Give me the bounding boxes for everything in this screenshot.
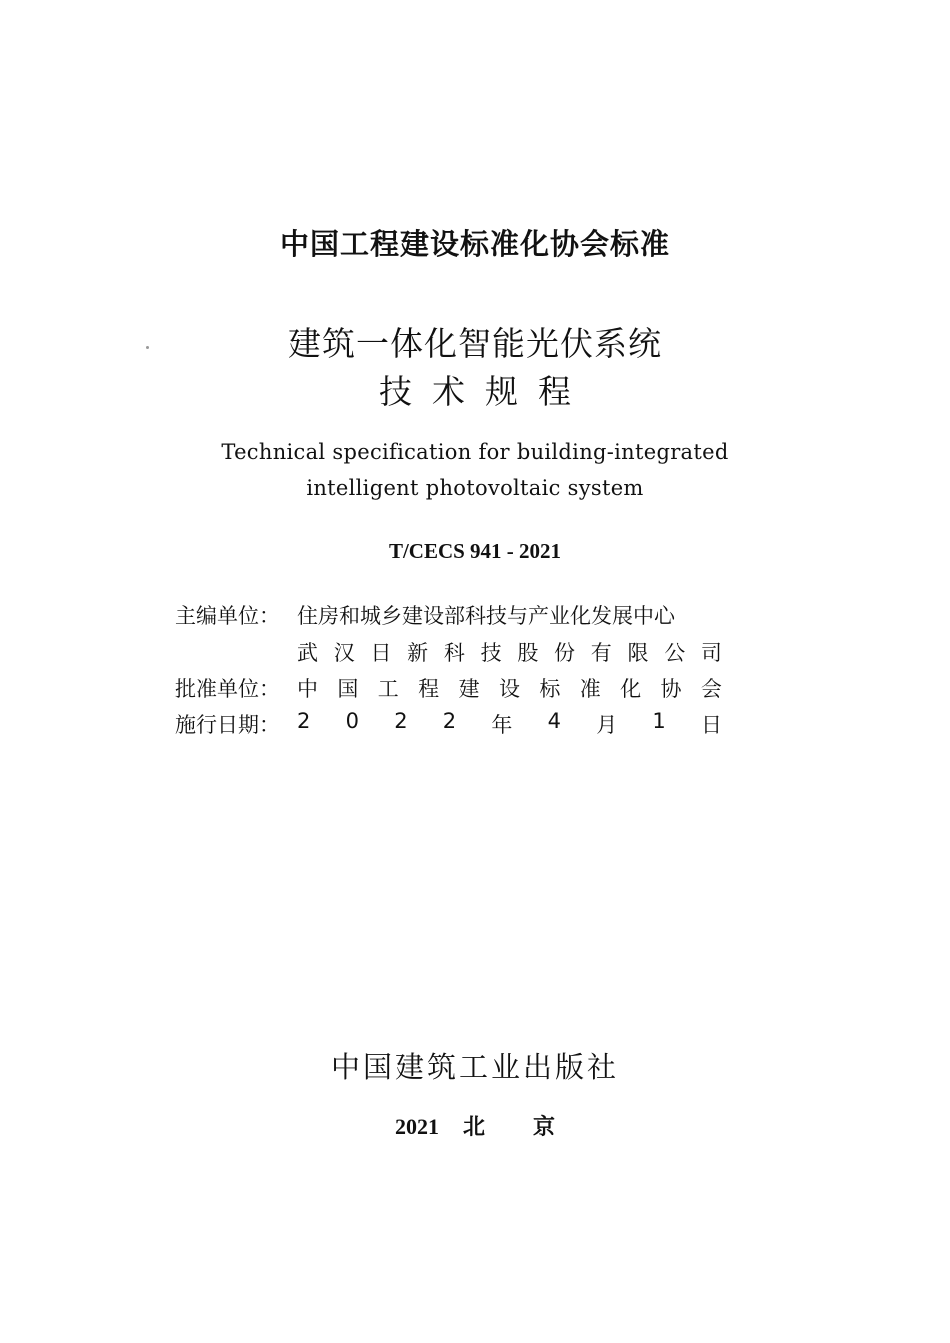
editor-unit-2-char: 限 (627, 641, 649, 665)
approver-unit (297, 673, 722, 703)
approver-label: 批准单位： (175, 677, 280, 701)
standard-code: T/CECS 941 - 2021 (388, 539, 562, 563)
publication-year-city (0, 1110, 950, 1141)
editor-unit-2-char: 有 (590, 641, 612, 665)
effective-date-label: 施行日期： (175, 713, 280, 737)
approver-char: 国 (337, 677, 359, 701)
date-char: 年 (491, 713, 513, 737)
approver-char: 建 (458, 677, 480, 701)
title-line-1: 建筑一体化智能光伏系统 (288, 324, 662, 363)
approver-char: 协 (660, 677, 682, 701)
editor-unit-2-char: 技 (480, 641, 502, 665)
editor-unit-2-char: 司 (700, 641, 722, 665)
approver-char: 准 (579, 677, 601, 701)
association-standard-heading: 中国工程建设标准化协会标准 (279, 227, 670, 261)
date-char: 2 (442, 709, 457, 733)
editor-unit-2-char: 新 (407, 641, 429, 665)
editor-unit-2-char: 公 (664, 641, 686, 665)
approver-char: 设 (498, 677, 520, 701)
date-char: 0 (345, 709, 359, 733)
editor-unit-2-char: 份 (554, 641, 576, 665)
date-char: 日 (701, 713, 722, 737)
approver-char: 程 (418, 677, 440, 701)
editor-unit-2-char: 股 (517, 641, 539, 665)
editor-unit-2-char: 科 (443, 641, 465, 665)
publication-year: 2021 (394, 1114, 439, 1139)
approver-char: 工 (377, 677, 399, 701)
editor-unit-2-char: 武 (297, 641, 318, 665)
english-title-line-2: intelligent photovoltaic system (306, 476, 644, 500)
date-char: 月 (596, 713, 618, 737)
publisher-name: 中国建筑工业出版社 (330, 1050, 619, 1084)
date-char: 4 (547, 709, 561, 733)
date-char: 2 (394, 709, 408, 733)
city-char: 北 (462, 1114, 485, 1139)
approver-char: 中 (297, 677, 318, 701)
date-char: 2 (297, 709, 311, 733)
date-char: 1 (652, 709, 666, 733)
english-title-line-1: Technical specification for building-integrated (221, 440, 729, 464)
title-line-2: 技术规程 (379, 372, 591, 411)
city-char: 京 (533, 1114, 556, 1139)
effective-date (297, 709, 722, 739)
editor-unit-2-char: 日 (370, 641, 392, 665)
editor-unit-1: 住房和城乡建设部科技与产业化发展中心 (297, 604, 675, 628)
approver-char: 标 (539, 677, 561, 701)
approver-char: 会 (700, 677, 722, 701)
approver-char: 化 (620, 677, 642, 701)
editor-unit-2-char: 汉 (333, 641, 355, 665)
editor-unit-2 (297, 637, 722, 667)
editor-label: 主编单位： (175, 604, 280, 628)
